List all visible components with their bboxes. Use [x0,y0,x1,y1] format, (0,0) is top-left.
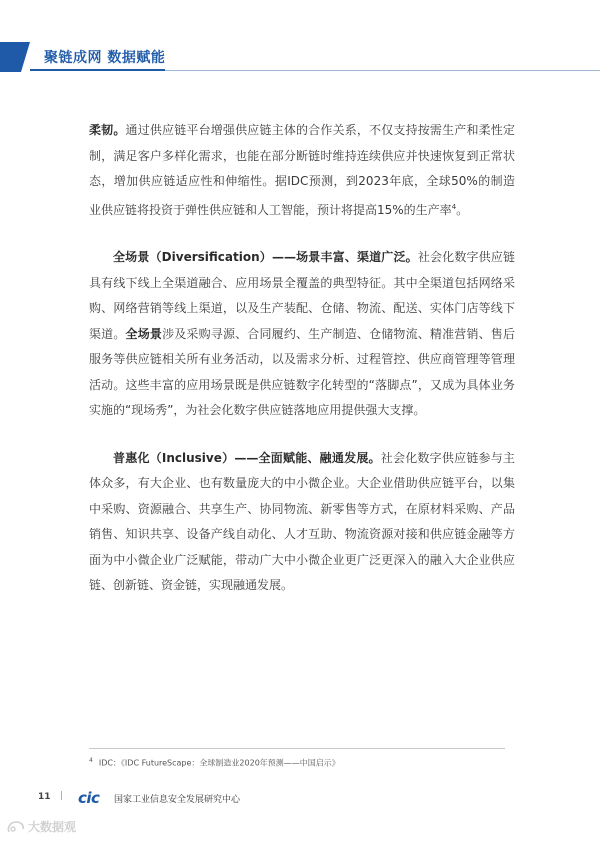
header-rule-thick [30,69,165,71]
watermark-text: 大数据观 [28,820,77,834]
paragraph-lead: 全场景（Diversification）——场景丰富、渠道广泛。 [113,250,418,264]
paragraph-lead: 柔韧。 [89,123,126,137]
paragraph-diversification [89,245,515,424]
header-title: 聚链成网 数据赋能 [44,50,166,66]
running-header [0,42,600,72]
watermark [6,818,126,836]
cic-logo: cic [78,789,100,807]
body-content [89,118,515,621]
paragraph-body: 通过供应链平台增强供应链主体的合作关系，不仅支持按需生产和柔性定制，满足客户多样化需求，也能在部分断链时维持连续供应并快速恢复到正常状态，增加供应链适应性和伸缩性。据IDC预测，到2023年底，全球50%的制造业供应链将投资于弹性供应链和人工智能，预计将提高15%的生产率 [89,123,515,217]
page-footer [38,789,578,807]
paragraph-lead-secondary: 全场景 [125,326,163,341]
watermark-logo-icon [6,819,26,835]
paragraph-lead: 普惠化（Inclusive）——全面赋能、融通发展。 [113,450,381,465]
footer-separator: | [60,791,64,801]
paragraph-tail: 。 [456,202,469,217]
paragraph-resilience [89,118,515,223]
footnote-ref[interactable]: 4 [451,202,457,211]
paragraph-body: 社会化数字供应链参与主体众多，有大企业、也有数量庞大的中小微企业。大企业借助供应链平台，以集中采购、资源融合、共享生产、协同物流、新零售等方式，在原材料采购、产品销售、知识共享、设备产线自动化、人才互助、物流资源对接和供应链金融等方面为中小微企业广泛赋能，带动广大中小微企业更广泛更深入的融入大企业供应链、创新链、资金链，实现融通发展。 [89,450,515,592]
footnote [89,757,509,769]
paragraph-body: 社会化数字供应链具有线下线上全渠道融合、应用场景全覆盖的典型特征。其中全渠道包括网络采购、网络营销等线上渠道，以及生产装配、仓储、物流、配送、实体门店等线下渠道。 [89,250,515,341]
footnote-number: 4 [89,757,93,764]
page-number: 11 [38,792,51,802]
header-rule-thin [165,70,600,71]
footnote-divider [89,748,505,749]
header-accent-shape [0,42,30,72]
paragraph-body-secondary: 涉及采购寻源、合同履约、生产制造、仓储物流、精准营销、售后服务等供应链相关所有业务活动，以及需求分析、过程管控、供应商管理等管理活动。这些丰富的应用场景既是供应链数字化转型的“落脚点”，又成为具体业务实施的“现场秀”，为社会化数字供应链落地应用提供强大支撑。 [89,326,515,417]
paragraph-inclusive [89,446,515,599]
organization-name: 国家工业信息安全发展研究中心 [114,795,241,805]
footnote-text: IDC：《IDC FutureScape：全球制造业2020年预测——中国启示》 [98,758,340,768]
